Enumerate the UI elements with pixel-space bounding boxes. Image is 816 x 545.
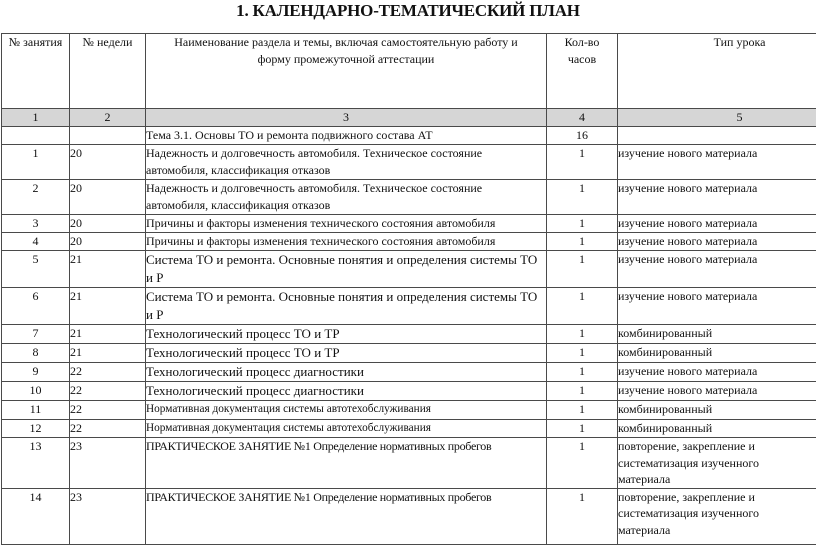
hours: 1: [547, 233, 618, 251]
table-row: [2, 401, 816, 420]
header-hours-text: Кол-во часов: [560, 34, 604, 68]
lesson-number: 9: [2, 363, 70, 382]
hours: 1: [547, 215, 618, 233]
header-week-number: № недели: [70, 34, 146, 109]
hours: 1: [547, 325, 618, 344]
lesson-type: [618, 438, 816, 489]
hours: 1: [547, 344, 618, 363]
topic: Технологический процесс ТО и ТР: [146, 325, 547, 344]
table-row: [2, 325, 816, 344]
empty-cell: [70, 127, 146, 145]
empty-cell: [2, 127, 70, 145]
lesson-number: 11: [2, 401, 70, 420]
lesson-number: 8: [2, 344, 70, 363]
topic: Надежность и долговечность автомобиля. Техническое состояние автомобиля, классификация отказов: [146, 145, 547, 180]
table-row: [2, 288, 816, 325]
topic: ПРАКТИЧЕСКОЕ ЗАНЯТИЕ №1 Определение нормативных пробегов: [146, 488, 547, 544]
table-row: [2, 233, 816, 251]
topic: Технологический процесс диагностики: [146, 363, 547, 382]
lesson-number: 1: [2, 145, 70, 180]
header-topic: [146, 34, 547, 109]
header-hours: [547, 34, 618, 109]
week-number: 20: [70, 145, 146, 180]
calendar-plan-table: [1, 33, 816, 545]
week-number: 21: [70, 288, 146, 325]
week-number: 20: [70, 180, 146, 215]
week-number: 22: [70, 363, 146, 382]
week-number: 23: [70, 438, 146, 489]
lesson-number: 12: [2, 420, 70, 438]
week-number: 23: [70, 488, 146, 544]
lesson-number: 13: [2, 438, 70, 489]
lesson-number: 3: [2, 215, 70, 233]
topic: ПРАКТИЧЕСКОЕ ЗАНЯТИЕ №1 Определение нормативных пробегов: [146, 438, 547, 489]
lesson-type: изучение нового материала: [618, 180, 816, 215]
hours: 1: [547, 438, 618, 489]
column-number: 3: [146, 109, 547, 127]
lesson-number: 10: [2, 382, 70, 401]
header-topic-text: Наименование раздела и темы, включая самостоятельную работу и форму промежуточной аттестации: [166, 34, 526, 68]
header-lesson-type: Тип урока: [618, 34, 816, 109]
topic: Технологический процесс ТО и ТР: [146, 344, 547, 363]
table-row: [2, 251, 816, 288]
lesson-type: изучение нового материала: [618, 233, 816, 251]
table-row: [2, 420, 816, 438]
lesson-type: комбинированный: [618, 420, 816, 438]
section-title: Тема 3.1. Основы ТО и ремонта подвижного состава АТ: [146, 127, 547, 145]
lesson-type: [618, 488, 816, 544]
hours: 1: [547, 251, 618, 288]
hours: 1: [547, 180, 618, 215]
hours: 1: [547, 288, 618, 325]
lesson-type-text: повторение, закрепление и систематизация изученного материала: [618, 489, 788, 539]
topic: Нормативная документация системы автотехобслуживания: [146, 420, 547, 438]
topic: Система ТО и ремонта. Основные понятия и определения системы ТО и Р: [146, 288, 547, 325]
week-number: 22: [70, 401, 146, 420]
week-number: 22: [70, 420, 146, 438]
header-lesson-number: № занятия: [2, 34, 70, 109]
column-number: 1: [2, 109, 70, 127]
lesson-type: комбинированный: [618, 344, 816, 363]
hours: 1: [547, 363, 618, 382]
week-number: 21: [70, 344, 146, 363]
hours: 1: [547, 420, 618, 438]
lesson-type: изучение нового материала: [618, 363, 816, 382]
lesson-number: 5: [2, 251, 70, 288]
column-number: 2: [70, 109, 146, 127]
week-number: 21: [70, 325, 146, 344]
column-number-row: [2, 109, 816, 127]
lesson-number: 7: [2, 325, 70, 344]
section-hours: 16: [547, 127, 618, 145]
table-row: [2, 344, 816, 363]
hours: 1: [547, 382, 618, 401]
week-number: 20: [70, 215, 146, 233]
table-row: [2, 438, 816, 489]
week-number: 21: [70, 251, 146, 288]
table-row: [2, 363, 816, 382]
week-number: 22: [70, 382, 146, 401]
column-number: 5: [618, 109, 816, 127]
lesson-type: изучение нового материала: [618, 145, 816, 180]
table-header-row: [2, 34, 816, 109]
lesson-type-text: повторение, закрепление и систематизация изученного материала: [618, 438, 788, 488]
empty-cell: [618, 127, 816, 145]
topic: Причины и факторы изменения технического состояния автомобиля: [146, 233, 547, 251]
hours: 1: [547, 401, 618, 420]
table-row: [2, 215, 816, 233]
lesson-number: 14: [2, 488, 70, 544]
lesson-type: изучение нового материала: [618, 382, 816, 401]
hours: 1: [547, 488, 618, 544]
lesson-number: 2: [2, 180, 70, 215]
lesson-type: комбинированный: [618, 401, 816, 420]
table-row: [2, 145, 816, 180]
topic: Причины и факторы изменения технического состояния автомобиля: [146, 215, 547, 233]
section-row: [2, 127, 816, 145]
topic: Надежность и долговечность автомобиля. Техническое состояние автомобиля, классификация отказов: [146, 180, 547, 215]
lesson-number: 6: [2, 288, 70, 325]
topic: Система ТО и ремонта. Основные понятия и определения системы ТО и Р: [146, 251, 547, 288]
lesson-type: изучение нового материала: [618, 288, 816, 325]
page-title: 1. КАЛЕНДАРНО-ТЕМАТИЧЕСКИЙ ПЛАН: [0, 1, 816, 21]
lesson-type: изучение нового материала: [618, 215, 816, 233]
column-number: 4: [547, 109, 618, 127]
table-row: [2, 382, 816, 401]
lesson-type: комбинированный: [618, 325, 816, 344]
week-number: 20: [70, 233, 146, 251]
table-row: [2, 488, 816, 544]
table-row: [2, 180, 816, 215]
lesson-type: изучение нового материала: [618, 251, 816, 288]
hours: 1: [547, 145, 618, 180]
topic: Технологический процесс диагностики: [146, 382, 547, 401]
lesson-number: 4: [2, 233, 70, 251]
topic: Нормативная документация системы автотехобслуживания: [146, 401, 547, 420]
